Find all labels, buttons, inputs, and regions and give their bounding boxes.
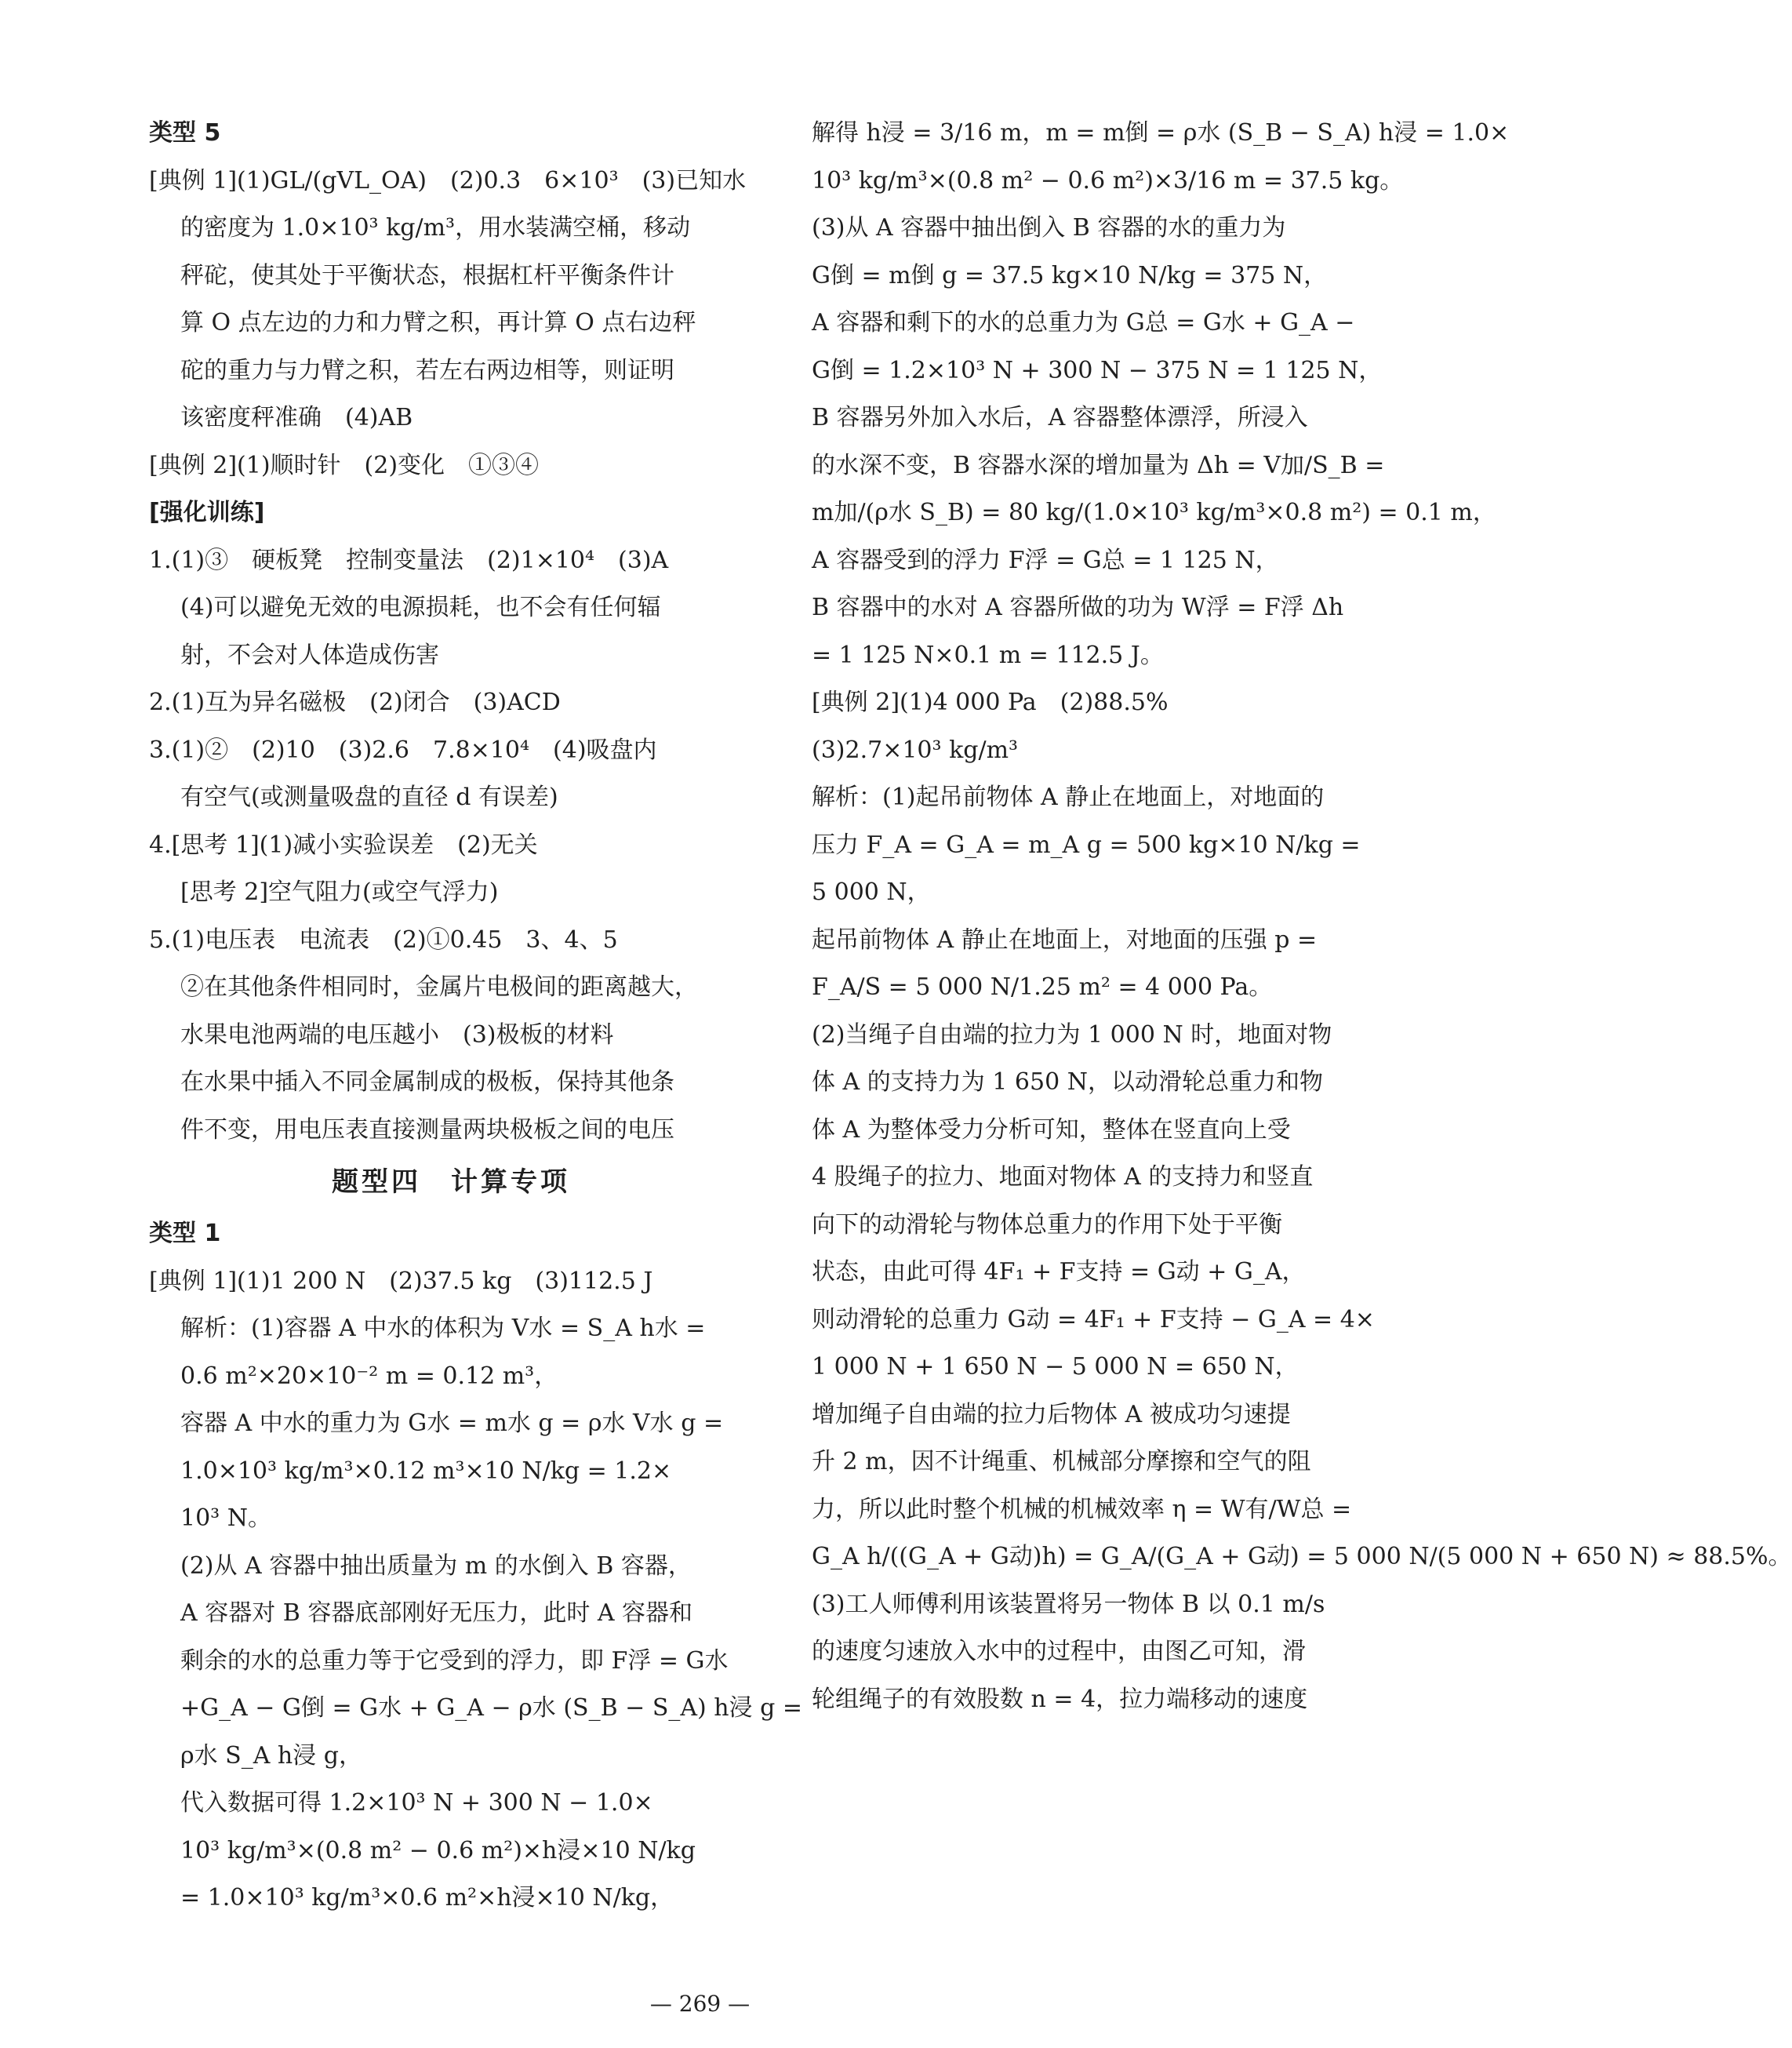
text-line: G倒 = 1.2×10³ N + 300 N − 375 N = 1 125 N， <box>812 356 1383 384</box>
text-line: A 容器对 B 容器底部刚好无压力，此时 A 容器和 <box>180 1599 693 1627</box>
text-line: [典例 1](1)1 200 N (2)37.5 kg (3)112.5 J <box>149 1267 653 1295</box>
text-line: 2.(1)互为异名磁极 (2)闭合 (3)ACD <box>149 689 561 716</box>
text-line: (4)可以避免无效的电源损耗，也不会有任何辐 <box>180 594 661 621</box>
text-line: 在水果中插入不同金属制成的极板，保持其他条 <box>180 1068 674 1096</box>
text-line: 10³ N。 <box>180 1504 271 1532</box>
text-line: B 容器中的水对 A 容器所做的功为 W浮 = F浮 Δh <box>812 594 1344 621</box>
text-line: 类型 5 <box>149 119 221 147</box>
text-line: G倒 = m倒 g = 37.5 kg×10 N/kg = 375 N， <box>812 261 1328 289</box>
text-line: [典例 2](1)顺时针 (2)变化 ①③④ <box>149 451 540 479</box>
text-line: 解得 h浸 = 3/16 m，m = m倒 = ρ水 (S_B − S_A) h浸 = 1.0× <box>812 119 1510 147</box>
text-line: 起吊前物体 A 静止在地面上，对地面的压强 p = <box>812 926 1318 954</box>
text-line: 代入数据可得 1.2×10³ N + 300 N − 1.0× <box>180 1789 653 1817</box>
text-line: B 容器另外加入水后，A 容器整体漂浮，所浸入 <box>812 404 1308 431</box>
text-line: 1 000 N + 1 650 N − 5 000 N = 650 N， <box>812 1353 1299 1380</box>
text-line: G_A h/((G_A + G动)h) = G_A/(G_A + G动) = 5 000 N/(5 000 N + 650 N) ≈ 88.5%。 <box>812 1543 1792 1570</box>
text-line: = 1.0×10³ kg/m³×0.6 m²×h浸×10 N/kg， <box>180 1884 674 1912</box>
text-line: 容器 A 中水的重力为 G水 = m水 g = ρ水 V水 g = <box>180 1410 724 1437</box>
text-line: F_A/S = 5 000 N/1.25 m² = 4 000 Pa。 <box>812 973 1273 1001</box>
text-line: 0.6 m²×20×10⁻² m = 0.12 m³， <box>180 1362 558 1390</box>
text-line: ρ水 S_A h浸 g， <box>180 1741 362 1770</box>
text-line: 解析：(1)起吊前物体 A 静止在地面上，对地面的 <box>812 784 1325 811</box>
text-line: 10³ kg/m³×(0.8 m² − 0.6 m²)×h浸×10 N/kg <box>180 1836 696 1864</box>
text-line: 向下的动滑轮与物体总重力的作用下处于平衡 <box>812 1210 1282 1239</box>
text-line: 砣的重力与力臂之积，若左右两边相等，则证明 <box>180 356 674 384</box>
text-line: 升 2 m，因不计绳重、机械部分摩擦和空气的阻 <box>812 1448 1311 1475</box>
text-line: A 容器受到的浮力 F浮 = G总 = 1 125 N， <box>812 546 1279 574</box>
text-line: 状态，由此可得 4F₁ + F支持 = G动 + G_A， <box>812 1258 1306 1286</box>
text-line: A 容器和剩下的水的总重力为 G总 = G水 + G_A − <box>812 309 1355 336</box>
text-line: 体 A 的支持力为 1 650 N，以动滑轮总重力和物 <box>812 1068 1323 1096</box>
text-line: 的水深不变，B 容器水深的增加量为 Δh = V加/S_B = <box>812 451 1385 479</box>
text-line: 水果电池两端的电压越小 (3)极板的材料 <box>180 1020 614 1049</box>
text-line: 5.(1)电压表 电流表 (2)①0.45 3、4、5 <box>149 926 618 954</box>
text-line: 力，所以此时整个机械的机械效率 η = W有/W总 = <box>812 1495 1352 1523</box>
text-line: 压力 F_A = G_A = m_A g = 500 kg×10 N/kg = <box>812 831 1361 859</box>
text-line: 体 A 为整体受力分析可知，整体在竖直向上受 <box>812 1115 1291 1144</box>
text-line: 则动滑轮的总重力 G动 = 4F₁ + F支持 − G_A = 4× <box>812 1305 1375 1333</box>
section-heading: 题型四 计算专项 <box>332 1166 570 1198</box>
text-line: 4 股绳子的拉力、地面对物体 A 的支持力和竖直 <box>812 1163 1314 1191</box>
text-line: 剩余的水的总重力等于它受到的浮力，即 F浮 = G水 <box>180 1646 729 1675</box>
text-line: [典例 1](1)GL/(gVL_OA) (2)0.3 6×10³ (3)已知水 <box>149 166 747 195</box>
text-line: 有空气(或测量吸盘的直径 d 有误差) <box>180 784 558 811</box>
text-line: 4.[思考 1](1)减小实验误差 (2)无关 <box>149 831 538 859</box>
text-line: 件不变，用电压表直接测量两块极板之间的电压 <box>180 1115 674 1144</box>
text-line: 的密度为 1.0×10³ kg/m³，用水装满空桶，移动 <box>180 214 691 242</box>
text-line: 的速度匀速放入水中的过程中，由图乙可知，滑 <box>812 1638 1306 1665</box>
text-line: [强化训练] <box>149 499 265 526</box>
text-line: 5 000 N， <box>812 878 931 906</box>
right-column <box>812 110 1792 1723</box>
text-line: 解析：(1)容器 A 中水的体积为 V水 = S_A h水 = <box>180 1315 706 1342</box>
text-line: [典例 2](1)4 000 Pa (2)88.5% <box>812 689 1169 716</box>
text-line: 秤砣，使其处于平衡状态，根据杠杆平衡条件计 <box>180 261 674 289</box>
text-line: (3)2.7×10³ kg/m³ <box>812 736 1019 764</box>
text-line: = 1 125 N×0.1 m = 112.5 J。 <box>812 641 1164 669</box>
text-line: 算 O 点左边的力和力臂之积，再计算 O 点右边秤 <box>180 309 696 336</box>
text-line: 增加绳子自由端的拉力后物体 A 被成功匀速提 <box>812 1400 1291 1428</box>
text-line: (3)工人师傅利用该装置将另一物体 B 以 0.1 m/s <box>812 1590 1325 1618</box>
text-line: m加/(ρ水 S_B) = 80 kg/(1.0×10³ kg/m³×0.8 m²) = 0.1 m， <box>812 499 1496 526</box>
text-line: 射，不会对人体造成伤害 <box>180 641 439 669</box>
text-line: [思考 2]空气阻力(或空气浮力) <box>180 878 499 906</box>
text-line: 3.(1)② (2)10 (3)2.6 7.8×10⁴ (4)吸盘内 <box>149 736 657 764</box>
text-line: 10³ kg/m³×(0.8 m² − 0.6 m²)×3/16 m = 37.5 kg。 <box>812 166 1404 195</box>
text-line: 该密度秤准确 (4)AB <box>180 404 413 431</box>
left-column <box>149 110 803 1923</box>
text-line: +G_A − G倒 = G水 + G_A − ρ水 (S_B − S_A) h浸 g = <box>180 1694 803 1722</box>
text-line: (2)从 A 容器中抽出质量为 m 的水倒入 B 容器， <box>180 1551 692 1580</box>
text-line: 1.0×10³ kg/m³×0.12 m³×10 N/kg = 1.2× <box>180 1457 672 1485</box>
text-line: 类型 1 <box>149 1220 221 1247</box>
text-line: 轮组绳子的有效股数 n = 4，拉力端移动的速度 <box>812 1685 1308 1713</box>
text-line: (3)从 A 容器中抽出倒入 B 容器的水的重力为 <box>812 214 1286 242</box>
text-line: ②在其他条件相同时，金属片电极间的距离越大， <box>180 973 698 1001</box>
text-line: 1.(1)③ 硬板凳 控制变量法 (2)1×10⁴ (3)A <box>149 546 669 574</box>
text-line: (2)当绳子自由端的拉力为 1 000 N 时，地面对物 <box>812 1020 1332 1049</box>
page-number: — 269 — <box>649 1991 751 2017</box>
